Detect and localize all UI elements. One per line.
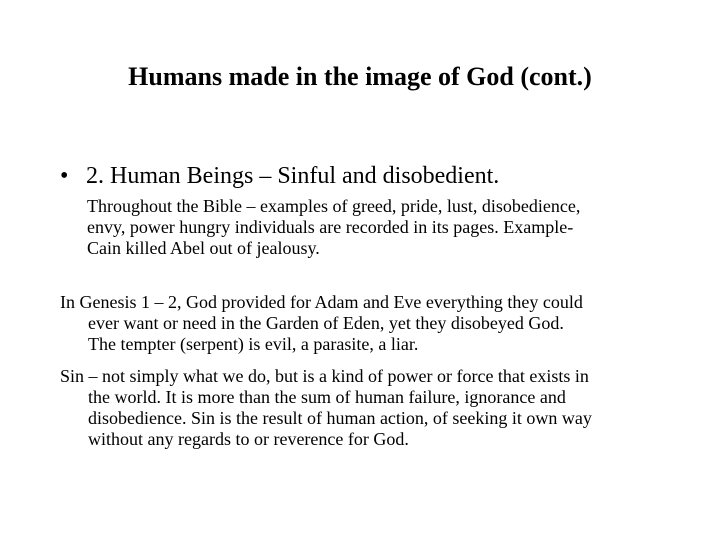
slide-title: Humans made in the image of God (cont.) xyxy=(128,62,592,91)
sub-paragraph-line: Cain killed Abel out of jealousy. xyxy=(87,238,320,258)
paragraph-line: Sin – not simply what we do, but is a kind of power or force that exists in xyxy=(60,366,589,386)
sub-paragraph-line: Throughout the Bible – examples of greed, pride, lust, disobedience, xyxy=(87,196,581,216)
paragraph-line: ever want or need in the Garden of Eden, yet they disobeyed God. xyxy=(88,313,564,333)
sub-paragraph-line: envy, power hungry individuals are recorded in its pages. Example- xyxy=(87,217,574,237)
paragraph-line: without any regards to or reverence for God. xyxy=(88,429,409,449)
paragraph-line: The tempter (serpent) is evil, a parasite, a liar. xyxy=(88,334,419,354)
bullet-marker: • xyxy=(60,163,69,189)
paragraph-line: disobedience. Sin is the result of human action, of seeking it own way xyxy=(88,408,592,428)
paragraph-genesis xyxy=(60,292,680,355)
bullet-text: 2. Human Beings – Sinful and disobedient. xyxy=(86,163,500,189)
bullet-item xyxy=(60,160,680,192)
paragraph-sin xyxy=(60,366,680,450)
paragraph-line: the world. It is more than the sum of human failure, ignorance and xyxy=(88,387,566,407)
paragraph-line: In Genesis 1 – 2, God provided for Adam and Eve everything they could xyxy=(60,292,583,312)
sub-paragraph xyxy=(87,196,687,259)
